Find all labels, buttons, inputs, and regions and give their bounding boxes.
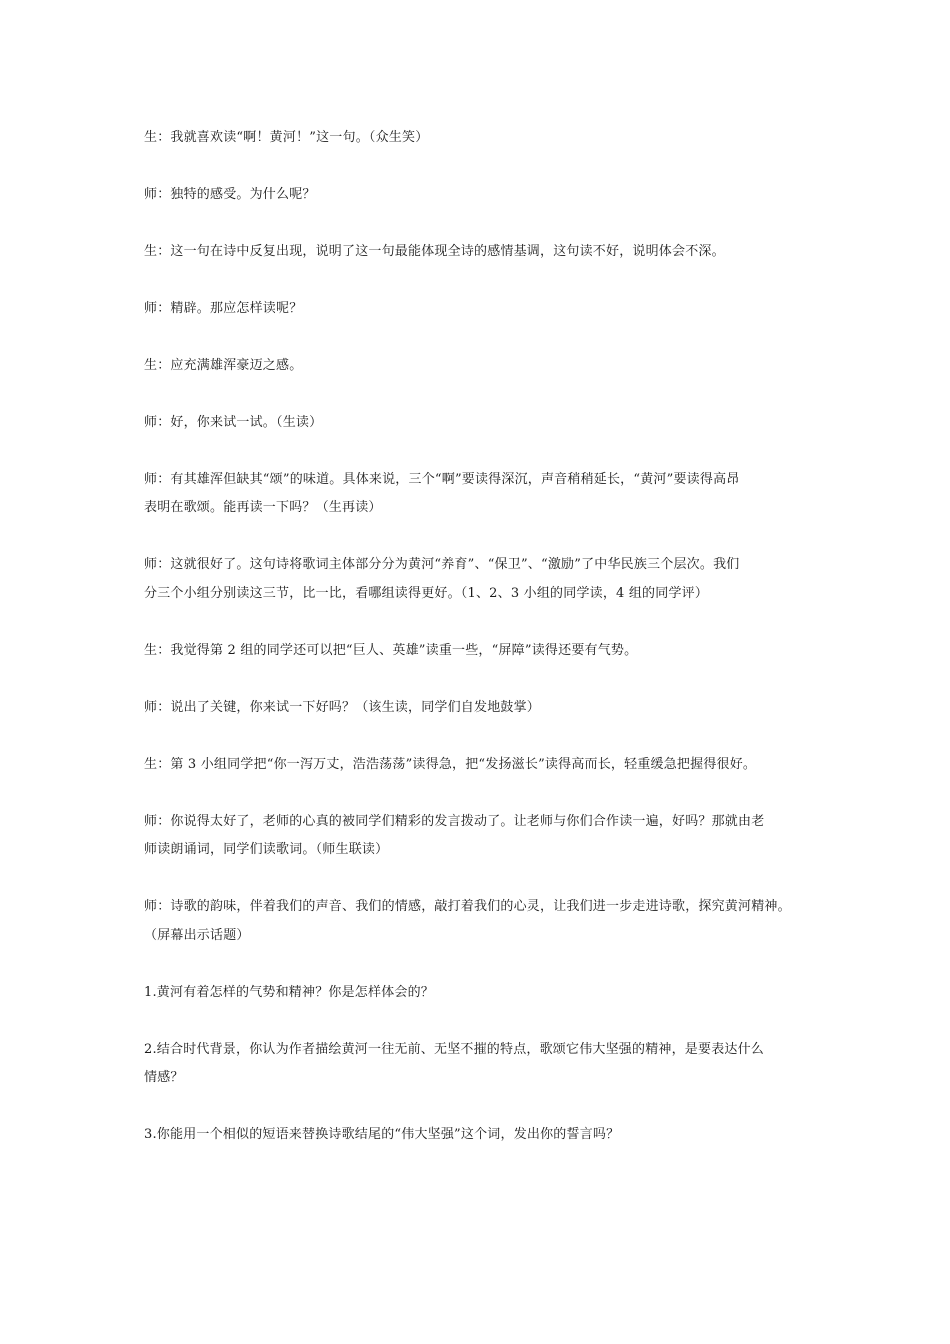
paragraph-line: 师：你说得太好了，老师的心真的被同学们精彩的发言拨动了。让老师与你们合作读一遍，好吗？那就由老	[144, 813, 765, 829]
paragraph-line: 3.你能用一个相似的短语来替换诗歌结尾的“伟大坚强”这个词，发出你的誓言吗？	[144, 1127, 620, 1143]
dialogue-paragraph	[144, 1121, 810, 1149]
paragraph-line: 分三个小组分别读这三节，比一比，看哪组读得更好。（1、2、3 小组的同学读，4 组的同学评）	[144, 585, 709, 601]
dialogue-paragraph	[144, 238, 810, 266]
paragraph-line: 2.结合时代背景，你认为作者描绘黄河一往无前、无坚不摧的特点，歌颂它伟大坚强的精神，是要表达什么	[144, 1041, 765, 1057]
dialogue-paragraph	[144, 551, 810, 608]
paragraph-line: 师：说出了关键，你来试一下好吗？（该生读，同学们自发地鼓掌）	[144, 699, 541, 715]
paragraph-line: 师：好，你来试一试。（生读）	[144, 415, 323, 430]
document-body	[144, 124, 810, 1178]
dialogue-paragraph	[144, 751, 810, 779]
paragraph-line: 生：我就喜欢读“啊！黄河！”这一句。（众生笑）	[144, 130, 429, 145]
dialogue-paragraph	[144, 124, 810, 152]
paragraph-line: 生：我觉得第 2 组的同学还可以把“巨人、英雄”读重一些，“屏障”读得还要有气势。	[144, 642, 638, 658]
dialogue-paragraph	[144, 295, 810, 323]
dialogue-paragraph	[144, 409, 810, 437]
paragraph-line: 生：第 3 小组同学把“你一泻万丈，浩浩荡荡”读得急，把“发扬滋长”读得高而长，轻重缓急把握得很好。	[144, 756, 757, 772]
paragraph-line: （屏幕出示话题）	[144, 927, 250, 943]
paragraph-line: 生：应充满雄浑豪迈之感。	[144, 358, 303, 373]
paragraph-line: 情感？	[144, 1070, 184, 1086]
dialogue-paragraph	[144, 466, 810, 523]
dialogue-paragraph	[144, 808, 810, 865]
dialogue-paragraph	[144, 352, 810, 380]
paragraph-line: 1.黄河有着怎样的气势和精神？你是怎样体会的？	[144, 984, 435, 1000]
paragraph-line: 表明在歌颂。能再读一下吗？（生再读）	[144, 500, 382, 516]
paragraph-line: 师：诗歌的韵味，伴着我们的声音、我们的情感，敲打着我们的心灵，让我们进一步走进诗歌，探究黄河精神。	[144, 899, 791, 915]
paragraph-line: 生：这一句在诗中反复出现，说明了这一句最能体现全诗的感情基调，这句读不好，说明体会不深。	[144, 244, 725, 259]
paragraph-line: 师：精辟。那应怎样读呢？	[144, 301, 303, 316]
paragraph-line: 师：独特的感受。为什么呢？	[144, 187, 316, 202]
dialogue-paragraph	[144, 893, 810, 950]
paragraph-line: 师：有其雄浑但缺其“颂”的味道。具体来说，三个“啊”要读得深沉，声音稍稍延长，“黄河”要读得高昂	[144, 472, 740, 487]
dialogue-paragraph	[144, 1036, 810, 1093]
dialogue-paragraph	[144, 979, 810, 1007]
paragraph-line: 师：这就很好了。这句诗将歌词主体部分分为黄河“养育”、“保卫”、“激励”了中华民族三个层次。我们	[144, 557, 740, 573]
paragraph-line: 师读朗诵词，同学们读歌词。（师生联读）	[144, 842, 389, 858]
dialogue-paragraph	[144, 181, 810, 209]
dialogue-paragraph	[144, 637, 810, 665]
dialogue-paragraph	[144, 694, 810, 722]
